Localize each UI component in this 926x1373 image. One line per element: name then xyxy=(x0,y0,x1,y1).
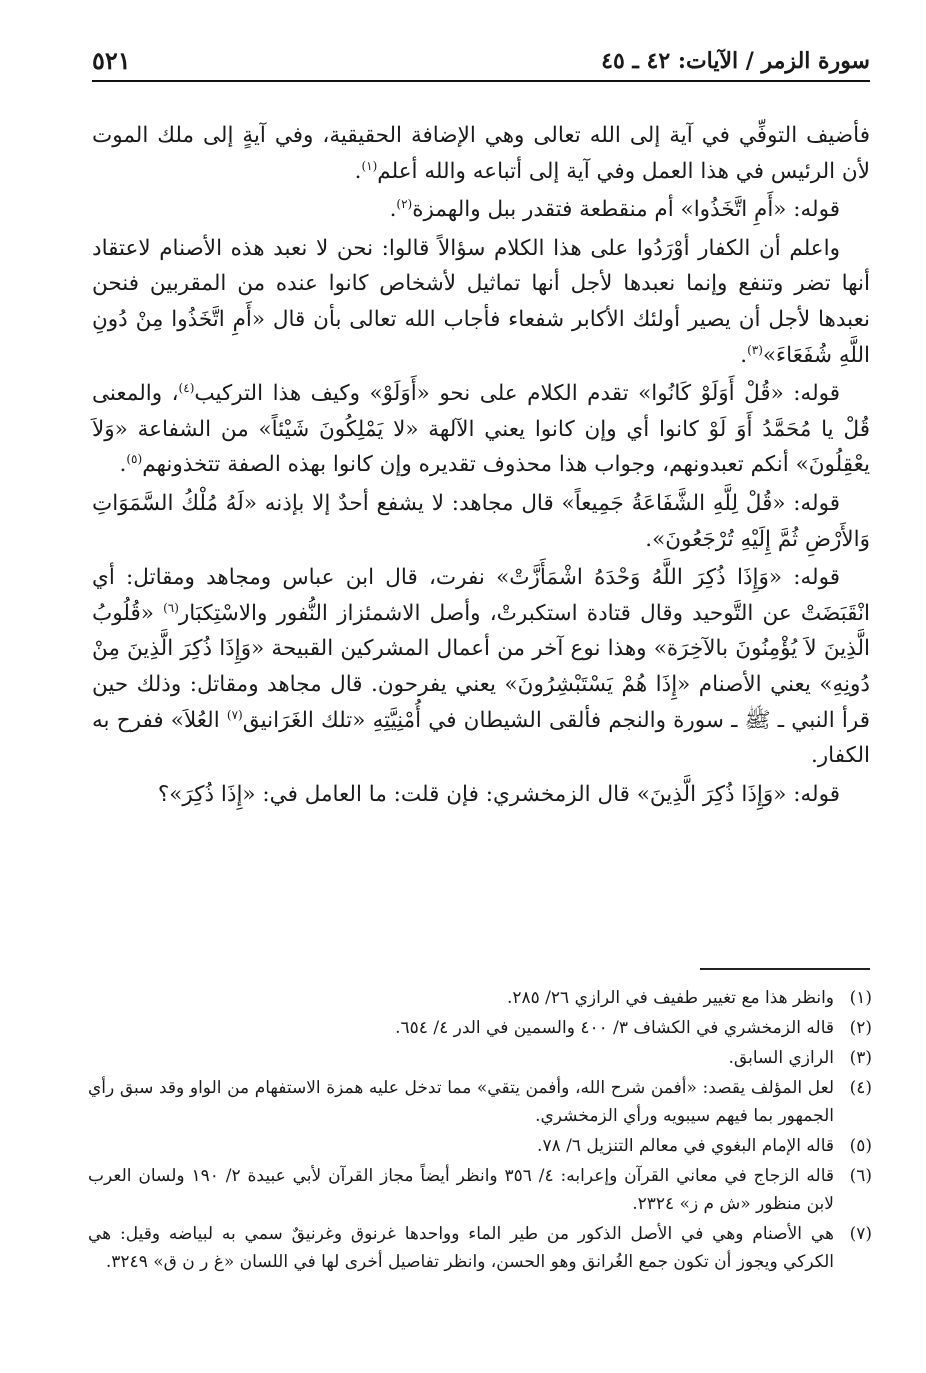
paragraph-5 xyxy=(92,486,870,557)
footnote-1 xyxy=(88,984,872,1012)
footnote-6 xyxy=(88,1162,872,1218)
page-header xyxy=(92,42,870,82)
paragraph-6-text-c: العُلاَ» ففرح به الكفار. xyxy=(92,707,870,769)
paragraph-6-text-b: «قُلُوبُ الَّذِينَ لاَ يُؤْمِنُونَ بالآخِرَة» وهذا نوع آخر من أعمال المشركين القبيحة «وَإِذَا ذُكِرَ الَّذِينَ مِنْ دُونِهِ» يعني الأصنام «إِذَا هُمْ يَسْتَبْشِرُونَ» يعني يفرحون. قال مجاهد ومقاتل: وذلك حين قرأ النبي ـ ﷺ ـ سورة والنجم فألقى الشيطان في أُمْنِيَّتِهِ «تلك الغَرَانيق xyxy=(92,600,870,733)
paragraph-4-end: . xyxy=(119,452,127,478)
paragraph-3-end: . xyxy=(740,342,748,368)
paragraph-7 xyxy=(92,777,870,813)
footnote-number: (١) xyxy=(849,988,872,1008)
footnote-number: (٥) xyxy=(849,1136,872,1156)
paragraph-4-text-b: ، والمعنى قُلْ يا مُحَمَّدُ أَوَ لَوْ كانوا أي وإن كانوا يعني الآلهة «لا يَمْلِكُونَ شَيْئاً» من الشفاعة «وَلاَ يعْقِلُونَ» أنكم تعبدونهم، وجواب هذا محذوف تقديره وإن كانوا بهذه الصفة تتخذونهم xyxy=(92,381,870,478)
footnotes xyxy=(88,984,872,1278)
paragraph-1-end: . xyxy=(354,158,362,184)
main-text xyxy=(92,118,870,812)
paragraph-4 xyxy=(92,376,870,483)
footnote-text: قاله الزجاج في معاني القرآن وإعرابه: ٤/ ٣٥٦ وانظر أيضاً مجاز القرآن لأبي عبيدة ٢/ ١٩٠ ولسان العرب لابن منظور «ش م ز» ٢٣٢٤. xyxy=(88,1166,834,1214)
footnote-marker-1: (١) xyxy=(361,158,378,173)
footnote-number: (٦) xyxy=(849,1166,872,1186)
footnote-2 xyxy=(88,1014,872,1042)
footnote-marker-4: (٤) xyxy=(178,381,195,395)
paragraph-3-text: واعلم أن الكفار أوْرَدُوا على هذا الكلام سؤالاً قالوا: نحن لا نعبد هذه الأصنام لاعتقاد أنها تضر وتنفع وإنما نعبدها لأجل أنها تماثيل لأشخاص كانوا عنده من المقربين فنحن نعبدها لأجل أن يصير أولئك الأكابر شفعاء فأجاب الله تعالى بأن قال «أَمِ اتَّخَذُوا مِنْ دُونِ اللَّهِ شُفَعَاءَ» xyxy=(92,235,870,368)
footnote-7 xyxy=(88,1220,872,1276)
footnote-4 xyxy=(88,1074,872,1130)
footnote-number: (٤) xyxy=(849,1078,872,1098)
running-title: سورة الزمر / الآيات: ٤٢ ـ ٤٥ xyxy=(601,48,870,74)
paragraph-2-text: قوله: «أَمِ اتَّخَذُوا» أم منقطعة فتقدر ببل والهمزة xyxy=(412,197,840,223)
footnote-3 xyxy=(88,1044,872,1072)
footnote-text: الرازي السابق. xyxy=(728,1048,834,1068)
paragraph-4-text-a: قوله: «قُلْ أَوَلَوْ كَانُوا» تقدم الكلام على نحو «أَوَلَوْ» وكيف هذا التركيب xyxy=(194,381,840,407)
footnote-number: (٧) xyxy=(849,1224,872,1244)
paragraph-6-text-a: قوله: «وَإِذَا ذُكِرَ اللَّهُ وَحْدَهُ اشْمَأَزَّتْ» نفرت، قال ابن عباس ومجاهد ومقاتل: أي انْقَبَضَتْ عن التَّوحيد وقال قتادة استكبرتْ، وأصل الاشمئزاز النُّفور والاسْتِكبَار xyxy=(92,565,870,626)
paragraph-1 xyxy=(92,118,870,189)
footnote-text: قاله الزمخشري في الكشاف ٣/ ٤٠٠ والسمين في الدر ٤/ ٦٥٤. xyxy=(395,1018,834,1038)
paragraph-1-text: فأضيف التوفِّي في آية إلى الله تعالى وهي الإضافة الحقيقية، وفي آيةٍ إلى ملك الموت لأن الرئيس في هذا العمل وفي آية إلى أتباعه والله أعلم xyxy=(92,123,870,184)
paragraph-6 xyxy=(92,560,870,774)
footnote-number: (٢) xyxy=(849,1018,872,1038)
paragraph-3 xyxy=(92,231,870,373)
footnote-marker-6: (٦) xyxy=(163,600,179,615)
footnote-text: لعل المؤلف يقصد: «أفمن شرح الله، وأفمن يتقي» مما تدخل عليه همزة الاستفهام من الواو وقد سبق رأي الجمهور بما فيهم سيبويه ورأي الزمخشري. xyxy=(88,1078,834,1126)
footnote-5 xyxy=(88,1132,872,1160)
footnote-marker-2: (٢) xyxy=(396,197,413,212)
footnote-number: (٣) xyxy=(849,1048,872,1068)
paragraph-7-text: قوله: «وَإِذَا ذُكِرَ الَّذِينَ» قال الزمخشري: فإن قلت: ما العامل في: «إِذَا ذُكِرَ»؟ xyxy=(157,781,840,807)
footnote-marker-3: (٣) xyxy=(747,342,763,357)
footnote-marker-5: (٥) xyxy=(126,452,143,467)
paragraph-2-end: . xyxy=(389,197,397,223)
header-rule xyxy=(92,80,870,82)
footnote-marker-7: (٧) xyxy=(226,707,243,722)
footnote-text: وانظر هذا مع تغيير طفيف في الرازي ٢٦/ ٢٨٥. xyxy=(506,988,834,1008)
footnote-text: قاله الإمام البغوي في معالم التنزيل ٦/ ٧٨. xyxy=(537,1136,834,1156)
page-number: ٥٢١ xyxy=(92,46,131,75)
paragraph-5-text: قوله: «قُلْ لِلَّهِ الشَّفَاعَةُ جَمِيعاً» قال مجاهد: لا يشفع أحدٌ إلا بإذنه «لَهُ مُلْكُ السَّمَوَاتِ وَالأَرْضِ ثُمَّ إِلَيْهِ تُرْجَعُونَ». xyxy=(92,490,870,552)
footnote-text: هي الأصنام وهي في الأصل الذكور من طير الماء وواحدها غرنوق وغرنيقٌ سمي به لبياضه وقيل: هي الكركي ويجوز أن تكون جمع الغُرانق وهو الحسن، وانظر تفاصيل أخرى لها في اللسان «غ ر ن ق» ٣٢٤٩. xyxy=(88,1224,834,1272)
paragraph-2 xyxy=(92,192,870,228)
footnote-separator xyxy=(700,968,870,970)
